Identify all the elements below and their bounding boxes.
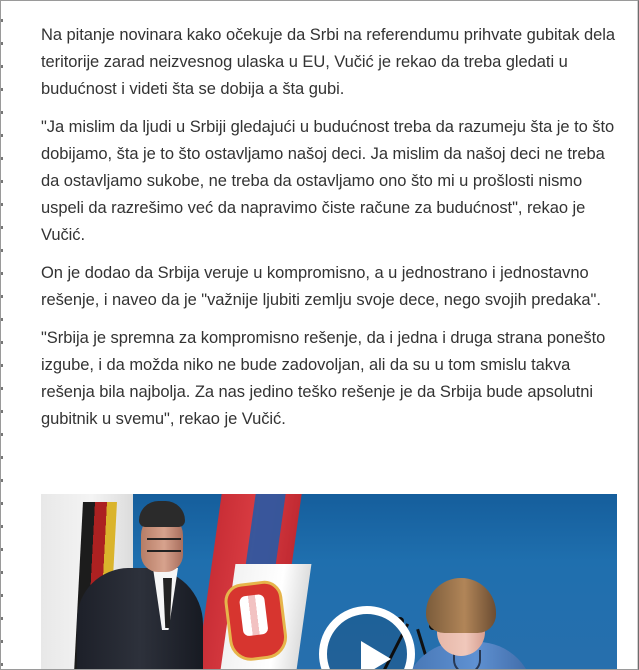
- article-paragraph-1: Na pitanje novinara kako očekuje da Srbi na referendumu prihvate gubitak dela teritorije zarad neizvesnog ulaska u EU, Vučić je rekao da treba gledati u budućnost i videti šta se dobija a šta gubi.: [41, 26, 616, 98]
- left-speaker: [77, 496, 217, 670]
- right-speaker-hair: [426, 578, 496, 633]
- article-body: [41, 22, 621, 444]
- play-icon: [361, 641, 391, 670]
- video-thumbnail[interactable]: [41, 494, 617, 670]
- serbian-coat-of-arms: [222, 579, 289, 663]
- article-paragraph-3: On je dodao da Srbija veruje u kompromisno, a u jednostrano i jednostavno rešenje, i naveo da je "važnije ljubiti zemlju svoje dece, nego svojih predaka".: [41, 264, 601, 309]
- article-paragraph-2: "Ja mislim da ljudi u Srbiji gledajući u budućnost treba da razumeju šta je to što dobijamo, šta je to što ostavljamo našoj deci. Ja mislim da našoj deci ne treba da ostavljamo sukobe, ne treba da ostavljamo ono što mi u prošlosti nismo uspeli da razrešimo već da napravimo čiste račune za budućnost", rekao je Vučić.: [41, 118, 615, 244]
- article-paragraph-4: "Srbija je spremna za kompromisno rešenje, da i jedna i druga strana ponešto izgube, i da možda niko ne bude zadovoljan, ali da su u tom smislu takva rešenja bila najbolja. Za nas jedino teško rešenje je da Srbija bude apsolutni gubitnik u svemu", rekao je Vučić.: [41, 329, 606, 428]
- left-speaker-glasses: [147, 538, 181, 552]
- right-speaker: [398, 572, 533, 670]
- left-speaker-hair: [139, 501, 185, 527]
- left-speaker-suit: [77, 568, 203, 670]
